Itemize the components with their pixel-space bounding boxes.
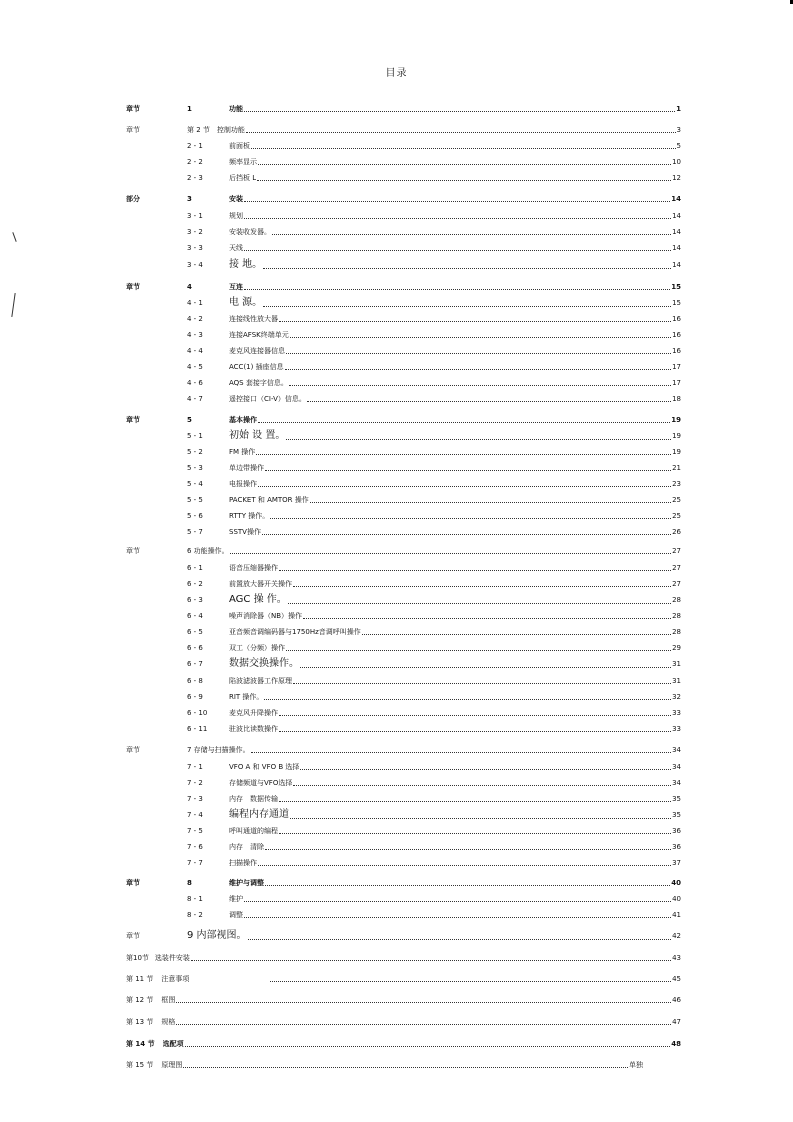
toc-leader <box>176 1002 671 1003</box>
toc-number: 5 - 7 <box>187 528 203 536</box>
toc-leader <box>246 132 676 133</box>
toc-page: 21 <box>672 464 681 472</box>
toc-entry[interactable] <box>126 994 681 1006</box>
toc-entry[interactable] <box>126 296 681 310</box>
toc-page: 41 <box>672 911 681 919</box>
toc-number: 6 - 5 <box>187 628 203 636</box>
toc-number: 7 - 3 <box>187 795 203 803</box>
toc-section-head: 第 15 节 <box>126 1061 154 1069</box>
toc-page: 17 <box>672 363 681 371</box>
toc-entry[interactable] <box>126 841 681 853</box>
toc-number: 3 - 2 <box>187 228 203 236</box>
toc-leader <box>183 1067 628 1068</box>
toc-page: 28 <box>672 612 681 620</box>
toc-leader <box>265 885 670 886</box>
toc-leader <box>244 218 671 219</box>
toc-leader <box>307 401 671 402</box>
toc-entry[interactable] <box>126 345 681 357</box>
toc-section-head: 章节 <box>126 105 140 113</box>
toc-page: 5 <box>676 142 681 150</box>
toc-leader <box>263 306 671 307</box>
toc-label: 原理图 <box>161 1061 183 1069</box>
toc-entry[interactable] <box>126 793 681 805</box>
toc-page: 32 <box>672 693 681 701</box>
toc-page: 14 <box>672 261 681 269</box>
toc-page: 34 <box>672 763 681 771</box>
toc-entry[interactable] <box>126 675 681 687</box>
toc-page: 33 <box>672 709 681 717</box>
toc-label: FM 操作 <box>229 448 256 456</box>
toc-page: 42 <box>672 932 681 940</box>
toc-number: 5 - 5 <box>187 496 203 504</box>
toc-label: 选装件安装 <box>154 954 190 962</box>
toc-entry[interactable] <box>126 140 681 152</box>
toc-entry[interactable] <box>126 258 681 272</box>
toc-number: 1 <box>187 105 192 113</box>
toc-number: 5 - 3 <box>187 464 203 472</box>
toc-section-head: 部分 <box>126 195 140 203</box>
toc-entry[interactable] <box>126 510 681 522</box>
toc-label: 注意事项 <box>161 975 190 983</box>
toc-label: 维护与调整 <box>229 879 264 887</box>
toc-number: 6 - 10 <box>187 709 208 717</box>
toc-number: 7 - 1 <box>187 763 203 771</box>
toc-page: 28 <box>672 628 681 636</box>
toc-page: 25 <box>672 512 681 520</box>
toc-label: 安装 <box>229 195 243 203</box>
toc-label: VFO A 和 VFO B 选择 <box>229 763 300 771</box>
toc-leader <box>258 486 671 487</box>
toc-label: 语音压缩器操作 <box>229 564 278 572</box>
toc-entry[interactable] <box>126 103 681 115</box>
toc-leader <box>244 917 671 918</box>
toc-leader <box>279 801 671 802</box>
toc-label: AGC 操 作。 <box>229 594 287 605</box>
toc-leader <box>230 553 671 554</box>
toc-section-head: 第 13 节 <box>126 1018 154 1026</box>
toc-label: 亚音频音调编码器与1750Hz音调呼叫操作 <box>229 628 361 636</box>
toc-leader <box>300 769 671 770</box>
toc-page: 31 <box>672 677 681 685</box>
toc-entry[interactable] <box>126 313 681 325</box>
toc-label: 频率显示 <box>229 158 257 166</box>
toc-page: 27 <box>672 564 681 572</box>
toc-entry[interactable] <box>126 361 681 373</box>
toc-entry[interactable] <box>126 494 681 506</box>
toc-leader <box>279 833 671 834</box>
toc-label: 接 地。 <box>229 259 263 270</box>
toc-section-head: 章节 <box>126 932 140 940</box>
toc-page: 31 <box>672 660 681 668</box>
toc-label: 互连 <box>229 283 243 291</box>
toc-leader <box>286 650 671 651</box>
toc-entry[interactable] <box>126 393 681 405</box>
toc-page: 3 <box>676 126 681 134</box>
toc-entry[interactable] <box>126 124 681 136</box>
toc-page: 10 <box>672 158 681 166</box>
toc-leader <box>185 1046 671 1047</box>
toc-label: 呼叫通道的编程 <box>229 827 278 835</box>
toc-leader <box>286 439 671 440</box>
toc-page: 1 <box>676 105 681 113</box>
toc-leader <box>303 618 671 619</box>
toc-label: 内存 数据传输 <box>229 795 278 803</box>
toc-number: 4 - 1 <box>187 299 203 307</box>
toc-leader <box>265 849 671 850</box>
toc-number: 4 - 6 <box>187 379 203 387</box>
toc-page: 40 <box>672 895 681 903</box>
toc-entry[interactable] <box>126 429 681 443</box>
toc-number: 6 - 7 <box>187 660 203 668</box>
toc-page: 17 <box>672 379 681 387</box>
toc-number: 6 - 4 <box>187 612 203 620</box>
toc-label: 前面板 <box>229 142 250 150</box>
toc-page: 14 <box>672 244 681 252</box>
toc-leader <box>264 699 671 700</box>
toc-label: 规格 <box>161 1018 176 1026</box>
toc-entry[interactable] <box>126 1059 643 1071</box>
toc-entry[interactable] <box>126 462 681 474</box>
toc-number: 4 - 2 <box>187 315 203 323</box>
toc-number: 8 <box>187 879 192 887</box>
toc-entry[interactable] <box>126 545 681 557</box>
toc-leader <box>279 715 671 716</box>
toc-page: 18 <box>672 395 681 403</box>
toc-number: 8 - 2 <box>187 911 203 919</box>
toc-leader <box>279 321 671 322</box>
toc-label: 数据交换操作。 <box>229 658 299 669</box>
toc-leader <box>258 422 670 423</box>
toc-page: 19 <box>671 416 681 424</box>
toc-entry[interactable] <box>126 857 681 869</box>
toc-entry[interactable] <box>126 414 681 426</box>
toc-label: 陷波滤波器工作原理 <box>229 677 292 685</box>
toc-label: PACKET 和 AMTOR 操作 <box>229 496 309 504</box>
toc-number: 5 - 4 <box>187 480 203 488</box>
toc-section-head: 章节 <box>126 416 140 424</box>
toc-entry[interactable] <box>126 446 681 458</box>
toc-entry[interactable] <box>126 909 681 921</box>
toc-number: 2 - 3 <box>187 174 203 182</box>
toc-number: 3 - 1 <box>187 212 203 220</box>
toc-number: 7 - 6 <box>187 843 203 851</box>
toc-leader <box>310 502 671 503</box>
toc-number: 6 - 3 <box>187 596 203 604</box>
toc-label: 选配项 <box>162 1040 184 1048</box>
toc-label: 规划 <box>229 212 243 220</box>
toc-section-head: 第 12 节 <box>126 996 154 1004</box>
scan-mark-bottom <box>11 293 15 317</box>
toc-leader <box>293 586 671 587</box>
toc-entry[interactable] <box>126 877 681 889</box>
toc-number: 4 - 3 <box>187 331 203 339</box>
toc-page: 47 <box>672 1018 681 1026</box>
toc-page: 35 <box>672 795 681 803</box>
toc-page: 26 <box>672 528 681 536</box>
toc-number: 7 - 5 <box>187 827 203 835</box>
toc-label: RIT 操作。 <box>229 693 264 701</box>
toc-leader <box>244 289 670 290</box>
toc-leader <box>279 731 671 732</box>
toc-label: 框图 <box>161 996 176 1004</box>
toc-page: 19 <box>672 432 681 440</box>
toc-section-head: 章节 <box>126 547 140 555</box>
toc-label: 扫描操作 <box>229 859 257 867</box>
toc-leader <box>248 939 672 940</box>
toc-leader <box>191 960 671 961</box>
toc-label: 调整 <box>229 911 243 919</box>
scan-mark-top <box>12 232 16 242</box>
toc-entry[interactable] <box>126 210 681 222</box>
toc-section-head: 章节 <box>126 879 140 887</box>
toc-entry[interactable] <box>126 242 681 254</box>
toc-page: 27 <box>672 547 681 555</box>
toc-page: 29 <box>672 644 681 652</box>
toc-leader <box>251 752 671 753</box>
toc-page: 单独 <box>629 1061 643 1069</box>
toc-label: 6 功能操作。 <box>187 547 229 555</box>
toc-entry[interactable] <box>126 226 681 238</box>
toc-label: ACC(1) 插座信息 <box>229 363 284 371</box>
toc-number: 4 - 4 <box>187 347 203 355</box>
toc-page: 36 <box>672 827 681 835</box>
toc-entry[interactable] <box>126 193 681 205</box>
toc-entry[interactable] <box>126 281 681 293</box>
toc-section-head: 第 11 节 <box>126 975 154 983</box>
toc-number: 6 - 1 <box>187 564 203 572</box>
toc-leader <box>362 634 671 635</box>
toc-page: 14 <box>672 212 681 220</box>
toc-entry[interactable] <box>126 642 681 654</box>
toc-leader <box>176 1024 671 1025</box>
toc-page: 34 <box>672 779 681 787</box>
toc-label: 维护 <box>229 895 243 903</box>
toc-label: 噪声消除器（NB）操作 <box>229 612 303 620</box>
toc-leader <box>270 981 671 982</box>
toc-number: 7 - 7 <box>187 859 203 867</box>
toc-label: AQS 套接字信息。 <box>229 379 288 387</box>
toc-entry[interactable] <box>126 825 681 837</box>
toc-page: 37 <box>672 859 681 867</box>
toc-leader <box>262 534 671 535</box>
toc-number: 8 - 1 <box>187 895 203 903</box>
toc-page: 15 <box>672 299 681 307</box>
toc-entry[interactable] <box>126 657 681 671</box>
toc-label: 麦克风升降操作 <box>229 709 278 717</box>
toc-label: 初始 设 置。 <box>229 430 286 441</box>
toc-page: 45 <box>672 975 681 983</box>
toc-page: 43 <box>672 954 681 962</box>
toc-number: 3 - 4 <box>187 261 203 269</box>
toc-section-head: 章节 <box>126 283 140 291</box>
toc-page: 16 <box>672 331 681 339</box>
toc-number: 5 - 6 <box>187 512 203 520</box>
toc-entry[interactable] <box>126 1016 681 1028</box>
toc-page: 25 <box>672 496 681 504</box>
toc-leader <box>265 470 671 471</box>
toc-leader <box>279 570 671 571</box>
toc-leader <box>293 683 671 684</box>
toc-leader <box>256 454 671 455</box>
toc-entry[interactable] <box>126 593 681 607</box>
toc-page: 14 <box>672 228 681 236</box>
toc-entry[interactable] <box>126 808 681 822</box>
toc-entry[interactable] <box>126 1038 681 1050</box>
toc-entry[interactable] <box>126 952 681 964</box>
toc-leader <box>257 180 671 181</box>
toc-entry[interactable] <box>126 156 681 168</box>
toc-leader <box>251 148 676 149</box>
toc-leader <box>244 250 671 251</box>
toc-number: 6 - 9 <box>187 693 203 701</box>
toc-number: 5 - 2 <box>187 448 203 456</box>
toc-page: 35 <box>672 811 681 819</box>
toc-label: 双工（分频）操作 <box>229 644 285 652</box>
toc-number: 2 - 1 <box>187 142 203 150</box>
toc-entry[interactable] <box>126 329 681 341</box>
toc-entry[interactable] <box>126 761 681 773</box>
toc-leader <box>293 785 671 786</box>
toc-label: 连接AFSK终端单元 <box>229 331 289 339</box>
toc-page: 33 <box>672 725 681 733</box>
toc-leader <box>300 667 671 668</box>
toc-label: 7 存储与扫描操作。 <box>187 746 250 754</box>
toc-number: 4 <box>187 283 192 291</box>
toc-label: 电 源。 <box>229 297 263 308</box>
toc-page: 36 <box>672 843 681 851</box>
toc-label: 9 内部视图。 <box>187 930 247 941</box>
toc-label: 麦克风连接器信息 <box>229 347 285 355</box>
toc-label: 遥控接口（CI-V）信息。 <box>229 395 306 403</box>
toc-leader <box>244 201 670 202</box>
toc-page: 12 <box>672 174 681 182</box>
toc-label: 基本操作 <box>229 416 257 424</box>
toc-entry[interactable] <box>126 526 681 538</box>
toc-number: 7 - 2 <box>187 779 203 787</box>
toc-leader <box>290 337 671 338</box>
toc-number: 2 - 2 <box>187 158 203 166</box>
toc-label: 后挡板 L <box>229 174 257 182</box>
toc-number: 5 <box>187 416 192 424</box>
toc-label: RTTY 操作。 <box>229 512 270 520</box>
toc-leader <box>290 818 671 819</box>
toc-label: 单边带操作 <box>229 464 264 472</box>
toc-leader <box>258 865 671 866</box>
toc-section-head: 第10节 <box>126 954 149 962</box>
toc-section-head: 第 14 节 <box>126 1040 155 1048</box>
toc-entry[interactable] <box>126 377 681 389</box>
toc-label: 内存 清除 <box>229 843 264 851</box>
page-title: 目录 <box>385 68 408 79</box>
toc-page: 48 <box>671 1040 681 1048</box>
toc-label: 第 2 节 控制功能 <box>187 126 245 134</box>
toc-page: 23 <box>672 480 681 488</box>
toc-entry[interactable] <box>126 562 681 574</box>
toc-label: 前置放大器开关操作 <box>229 580 292 588</box>
toc-entry[interactable] <box>126 691 681 703</box>
toc-page: 19 <box>672 448 681 456</box>
toc-page: 16 <box>672 347 681 355</box>
toc-number: 6 - 6 <box>187 644 203 652</box>
toc-number: 3 - 3 <box>187 244 203 252</box>
toc-number: 3 <box>187 195 192 203</box>
toc-leader <box>285 369 671 370</box>
toc-leader <box>270 518 671 519</box>
toc-leader <box>263 268 671 269</box>
toc-entry[interactable] <box>126 707 681 719</box>
toc-page: 27 <box>672 580 681 588</box>
toc-page: 28 <box>672 596 681 604</box>
toc-page: 16 <box>672 315 681 323</box>
toc-page: 46 <box>672 996 681 1004</box>
toc-number: 4 - 7 <box>187 395 203 403</box>
toc-entry[interactable] <box>126 929 681 943</box>
toc-label: 存储频道与VFO选择 <box>229 779 293 787</box>
toc-entry[interactable] <box>126 973 681 985</box>
toc-entry[interactable] <box>126 777 681 789</box>
toc-number: 5 - 1 <box>187 432 203 440</box>
toc-page: 14 <box>671 195 681 203</box>
toc-section-head: 章节 <box>126 746 140 754</box>
toc-leader <box>244 111 675 112</box>
toc-number: 6 - 8 <box>187 677 203 685</box>
toc-leader <box>286 353 671 354</box>
toc-page: 34 <box>672 746 681 754</box>
toc-entry[interactable] <box>126 478 681 490</box>
toc-label: 功能 <box>229 105 243 113</box>
toc-leader <box>258 164 671 165</box>
toc-number: 6 - 2 <box>187 580 203 588</box>
toc-label: 安装收发器。 <box>229 228 271 236</box>
toc-label: 驻波比读数操作 <box>229 725 278 733</box>
toc-page: 15 <box>671 283 681 291</box>
toc-page: 40 <box>671 879 681 887</box>
toc-entry[interactable] <box>126 744 681 756</box>
toc-label: 编程内存通道 <box>229 809 289 820</box>
toc-entry[interactable] <box>126 578 681 590</box>
toc-label: 电报操作 <box>229 480 257 488</box>
toc-label: 天线 <box>229 244 243 252</box>
toc-entry[interactable] <box>126 172 681 184</box>
toc-number: 7 - 4 <box>187 811 203 819</box>
toc-leader <box>289 385 671 386</box>
toc-leader <box>244 901 671 902</box>
toc-label: 连接线性放大器 <box>229 315 278 323</box>
toc-entry[interactable] <box>126 626 681 638</box>
toc-entry[interactable] <box>126 893 681 905</box>
toc-number: 6 - 11 <box>187 725 208 733</box>
toc-entry[interactable] <box>126 723 681 735</box>
toc-label: SSTV操作 <box>229 528 261 536</box>
toc-section-head: 章节 <box>126 126 140 134</box>
toc-leader <box>272 234 671 235</box>
toc-entry[interactable] <box>126 610 681 622</box>
toc-number: 4 - 5 <box>187 363 203 371</box>
toc-leader <box>288 603 671 604</box>
